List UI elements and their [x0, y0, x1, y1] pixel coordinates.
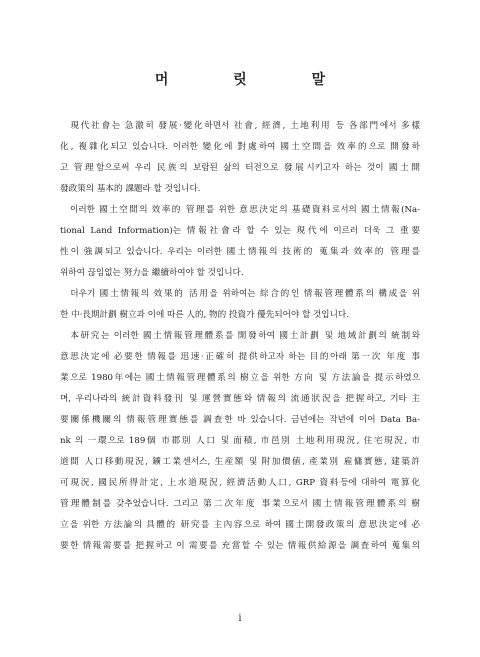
text-line: 意思決定에 必要한 情報를 迅速·正確히 提供하고자 하는 目的아래 第一次 年度 事 [60, 352, 420, 362]
text-line: 管理體制를 갖추었습니다. 그리고 第二次年度 事業으로서 國土情報管理體系의 樹 [60, 499, 420, 509]
text-line: 業으로 1980年에는 國土情報管理體系의 樹立을 위한 方向 및 方法論을 提示하였으 [60, 373, 420, 383]
text-line: 發政策의 基本的 課題라 할 것입니다. [60, 184, 201, 194]
text-line: 이러한 國土空間의 效率的 管理를 위한 意思決定의 基礎資料로서의 國土情報(Na- [60, 205, 420, 215]
page-number: i [238, 613, 242, 624]
text-line: 道間 人口移動現況, 鑛工業센서스, 生産額 및 附加價値, 產業別 雇傭實態, 建築許 [60, 457, 420, 467]
text-line: 위하여 끊임없는 努力을 繼續하여야 할 것입니다. [60, 268, 244, 278]
text-line: nk 의 一環으로 189個 市郡別 人口 및 面積, 市邑別 土地利用現況, 住宅現況, 市 [60, 436, 420, 446]
text-line: 立을 위한 方法論의 具體的 研究를 主內容으로 하여 國土開發政策의 意思決定에 必 [60, 520, 420, 530]
text-line: 며, 우리나라의 統計資料發刊 및 運營實態와 情報의 流通狀況을 把握하고, 기타 主 [60, 394, 420, 404]
text-line: 고 管理함으로써 우리 民族의 보람된 삶의 터전으로 發展시키고자 하는 것이 國土開 [60, 163, 420, 173]
text-line: 더우기 國土情報의 效果的 活用을 위하여는 綜合的인 情報管理體系의 構成을 위 [60, 289, 420, 299]
text-line: 現代社會는 急激히 發展·變化하면서 社會, 經濟, 土地利用 등 各部門에서 多樣 [60, 121, 420, 131]
page-title: 머 릿 말 [154, 72, 356, 88]
text-line: 要關係機關의 情報管理實態를 調査한 바 있습니다. 금년에는 작년에 이어 Data Ba- [60, 415, 420, 425]
text-line: 性이 強調되고 있습니다. 우리는 이러한 國土情報의 技術的 蒐集과 效率的 管理를 [60, 247, 420, 257]
text-line: 한 中·長期計劃 樹立과 이에 따른 人的, 物的 投資가 優先되어야 할 것입니다. [60, 310, 349, 320]
text-line: 要한 情報需要를 把握하고 이 需要를 充當할 수 있는 情報供給源을 調査하여 蒐集의 [60, 541, 420, 551]
text-line: 可現況, 國民所得計定, 上水道現況, 經濟活動人口, GRP 資料등에 대하여 電算化 [60, 478, 420, 488]
text-line: 化, 複雜化되고 있습니다. 이러한 變化에 對處하여 國土空間을 效率的으로 開發하 [60, 142, 420, 152]
body-text [60, 116, 420, 557]
text-line: 本研究는 이러한 國土情報管理體系를 開發하여 國土計劃 및 地域計劃의 統制와 [60, 331, 420, 341]
text-line: tional Land Information)는 情報社會라 할 수 있는 現代에 이르러 더욱 그 重要 [60, 226, 420, 236]
